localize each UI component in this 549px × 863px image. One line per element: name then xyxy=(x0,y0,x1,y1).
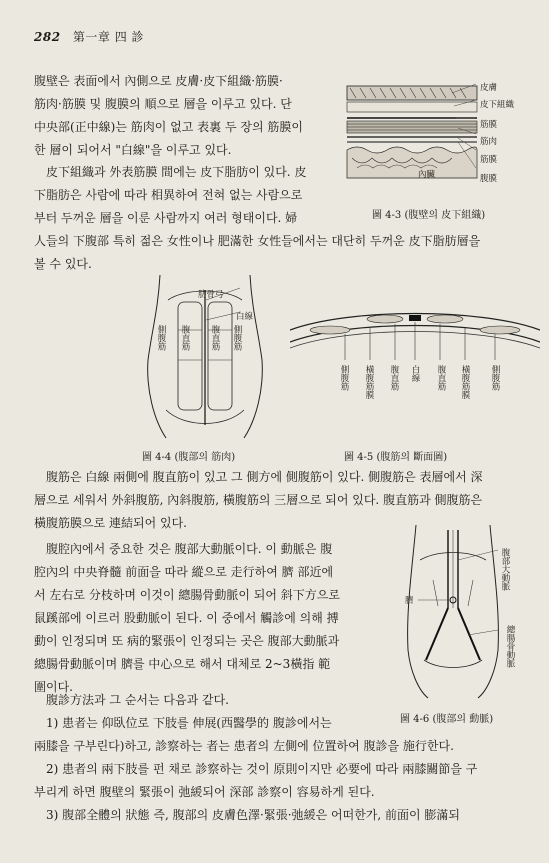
label-skin: 皮膚 xyxy=(480,83,498,93)
label-abdominal-aorta: 腹部大動脈 xyxy=(500,548,510,591)
text-line: 한 層이 되어서 "白線"을 이루고 있다. xyxy=(34,143,232,157)
label-peritoneum: 腹膜 xyxy=(480,174,498,184)
label-left-oblique-cross: 側腹筋 xyxy=(339,365,349,391)
figure-4-3-caption: 圖 4-3 (腹壁의 皮下組織) xyxy=(372,210,486,221)
text-line: 層으로 세워서 外斜腹筋, 內斜腹筋, 橫腹筋의 三層으로 되어 있다. 腹直筋과 側腹筋은 xyxy=(34,493,483,507)
text-line: 3) 腹部全體의 狀態 즉, 腹部의 皮膚色澤·緊張·弛緩은 어떠한가, 前面이 膨滿되 xyxy=(46,808,461,822)
label-left-transversalis: 橫腹筋膜 xyxy=(364,365,374,399)
text-line: 動이 인정되며 또 病的緊張이 인정되는 곳은 腹部大動脈과 xyxy=(34,634,340,648)
figure-4-6-abdominal-arteries xyxy=(398,520,508,700)
figure-4-5-muscle-cross-section xyxy=(290,300,540,360)
text-line: 人들의 下腹部 특히 젊은 女性이나 肥滿한 女性들에서는 대단히 두꺼운 皮下脂肪層을 xyxy=(34,234,481,248)
label-costal-arch: 肋骨弓 xyxy=(198,290,224,300)
text-line: 부리게 하면 腹壁의 緊張이 弛緩되어 深部 診察이 容易하게 된다. xyxy=(34,785,375,799)
paragraph-abdominal-wall-layers xyxy=(34,70,334,162)
text-line: 橫腹筋膜으로 連結되어 있다. xyxy=(34,516,187,530)
text-line: 鼠蹊部에 이르러 股動脈이 된다. 이 중에서 觸診에 의해 搏 xyxy=(34,611,339,625)
page-header xyxy=(34,28,144,45)
label-fascia-inner: 筋膜 xyxy=(480,155,498,165)
label-right-oblique-cross: 側腹筋 xyxy=(490,365,500,391)
text-line: 腹筋은 白線 兩側에 腹直筋이 있고 그 側方에 側腹筋이 있다. 側腹筋은 表層에서 深 xyxy=(46,470,483,484)
label-subcutaneous: 皮下組織 xyxy=(480,100,515,110)
text-line: 圍이다. xyxy=(34,680,73,694)
label-left-rectus-cross: 腹直筋 xyxy=(389,365,399,391)
label-white-line-cross: 白線 xyxy=(410,365,420,382)
label-white-line: 白線 xyxy=(236,312,254,322)
text-line: 筋肉·筋膜 및 腹膜의 順으로 層을 이루고 있다. 단 xyxy=(34,97,292,111)
text-line: 부터 두꺼운 層을 이룬 사람까지 여러 형태이다. 婦 xyxy=(34,211,298,225)
label-right-oblique: 側腹筋 xyxy=(232,325,242,351)
label-left-rectus: 腹直筋 xyxy=(180,325,190,351)
label-muscle: 筋肉 xyxy=(480,137,498,147)
label-common-iliac: 總腸骨動脈 xyxy=(505,625,515,668)
figure-4-4-caption: 圖 4-4 (腹部의 筋肉) xyxy=(142,452,236,463)
text-line: 腹腔內에서 중요한 것은 腹部大動脈이다. 이 動脈은 腹 xyxy=(46,542,333,556)
text-line: 總腸骨動脈이며 臍를 中心으로 해서 대체로 2~3橫指 範 xyxy=(34,657,331,671)
text-line: 下脂肪은 사람에 따라 相異하여 전혀 없는 사람으로 xyxy=(34,188,303,202)
page-number: 282 xyxy=(34,30,61,44)
figure-4-6-caption: 圖 4-6 (腹部의 動脈) xyxy=(400,714,494,725)
label-right-rectus: 腹直筋 xyxy=(210,325,220,351)
text-line: 皮下組織과 外表筋膜 間에는 皮下脂肪이 있다. 皮 xyxy=(46,165,307,179)
figure-4-5-caption: 圖 4-5 (腹筋의 斷面圖) xyxy=(344,452,448,463)
label-navel: 臍 xyxy=(405,596,414,606)
text-line: 中央部(正中線)는 筋肉이 없고 表裏 두 장의 筋膜이 xyxy=(34,120,303,134)
text-line: 2) 患者의 兩下肢를 펀 채로 診察하는 것이 原則이지만 必要에 따라 兩膝關節을 구 xyxy=(46,762,478,776)
label-viscera: 內臟 xyxy=(418,170,436,180)
label-right-transversalis: 橫腹筋膜 xyxy=(460,365,470,399)
text-line: 볼 수 있다. xyxy=(34,257,92,271)
chapter-title: 第一章 四 診 xyxy=(72,30,145,44)
label-left-oblique: 側腹筋 xyxy=(156,325,166,351)
text-line: 腹壁은 表面에서 內側으로 皮膚·皮下組織·筋膜· xyxy=(34,74,283,88)
text-line: 서 左右로 分枝하며 이것이 總腸骨動脈이 되어 斜下方으로 xyxy=(34,588,340,602)
label-right-rectus-cross: 腹直筋 xyxy=(436,365,446,391)
paragraph-abdominal-aorta xyxy=(34,538,394,699)
text-line: 1) 患者는 仰臥位로 下肢를 伸展(西醫學的 腹診에서는 xyxy=(46,716,332,730)
label-fascia-outer: 筋膜 xyxy=(480,120,498,130)
paragraph-examination-method xyxy=(34,689,524,827)
text-line: 兩膝을 구부린다)하고, 診察하는 者는 患者의 左側에 位置하여 腹診을 施行한다. xyxy=(34,739,454,753)
text-line: 腔內의 中央脊髓 前面을 따라 縱으로 走行하여 臍 部近에 xyxy=(34,565,334,579)
figure-4-3-abdominal-wall-diagram xyxy=(342,78,482,193)
text-line: 腹診方法과 그 순서는 다음과 같다. xyxy=(46,693,229,707)
